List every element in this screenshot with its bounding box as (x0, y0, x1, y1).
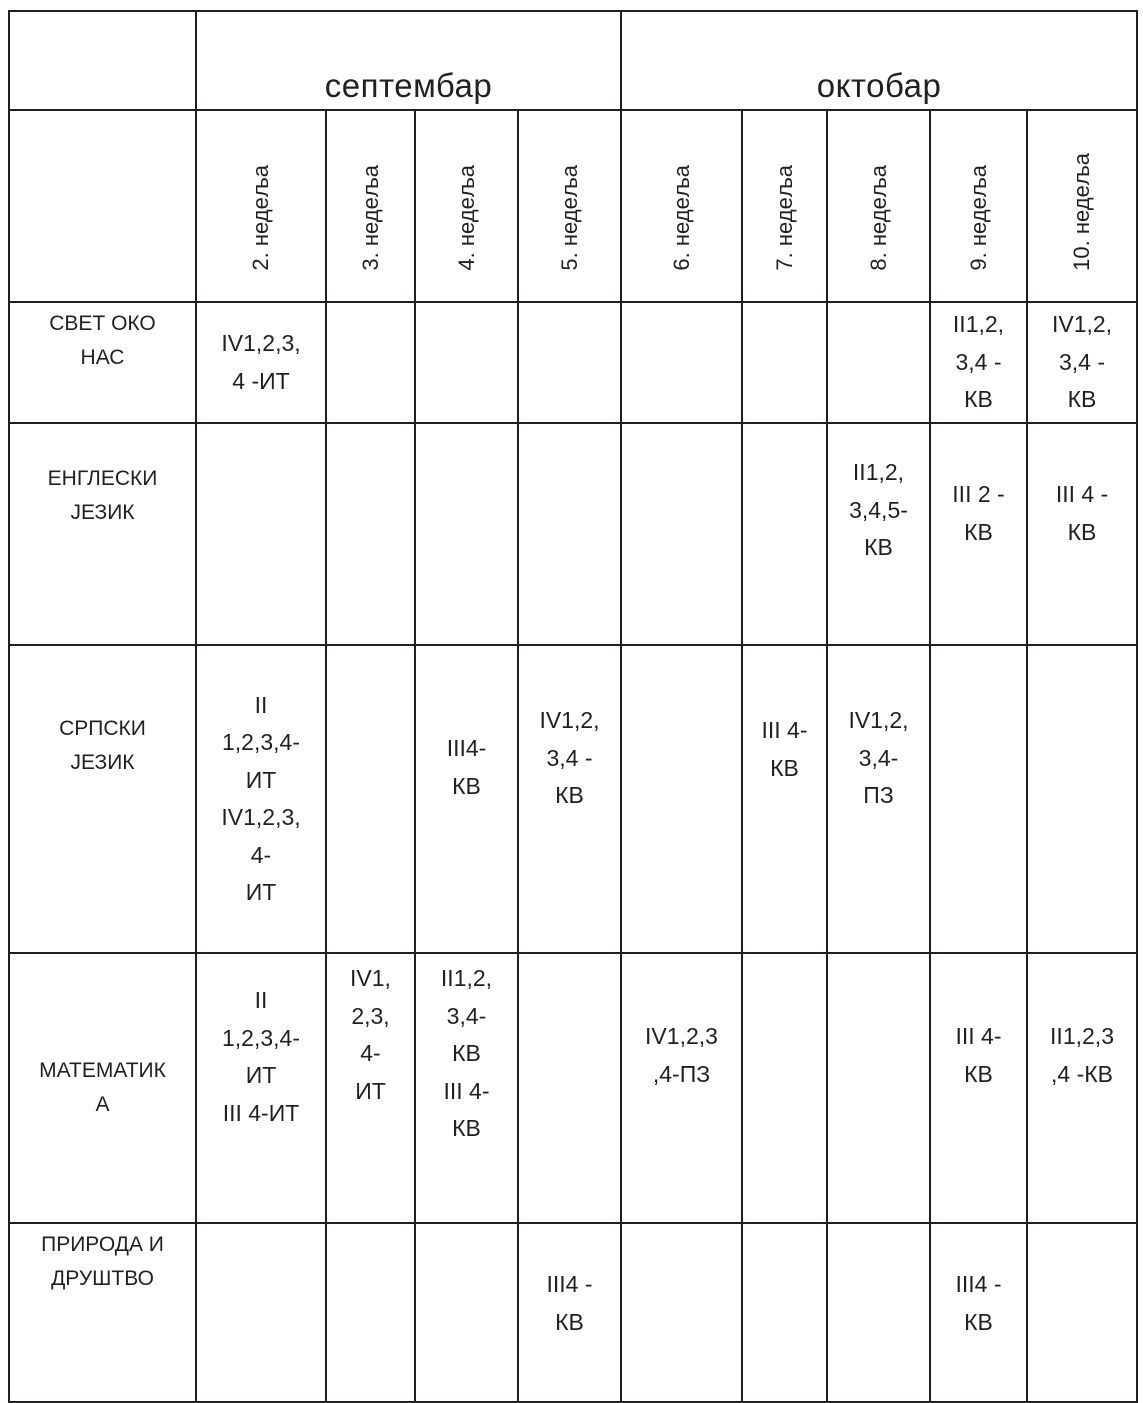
table-cell: II 1,2,3,4- ИТ IV1,2,3, 4- ИТ (196, 645, 326, 953)
table-cell (742, 302, 827, 423)
table-cell (742, 1223, 827, 1402)
week-label: 3. недеља (357, 165, 383, 271)
month-october: октобар (621, 11, 1137, 110)
subject-label: СВЕТ ОКО НАС (9, 302, 196, 423)
table-cell (415, 302, 518, 423)
week-label: 6. недеља (668, 165, 694, 271)
subject-label: ПРИРОДА И ДРУШТВО (9, 1223, 196, 1402)
week-header (196, 110, 326, 302)
subject-label: СРПСКИ ЈЕЗИК (9, 645, 196, 953)
table-cell (827, 302, 930, 423)
table-cell: IV1,2, 3,4 - КВ (518, 645, 621, 953)
table-cell: III 2 - КВ (930, 423, 1027, 645)
week-header (326, 110, 415, 302)
table-row (9, 1223, 1137, 1402)
table-cell: III 4- КВ (930, 953, 1027, 1223)
table-cell: II1,2, 3,4,5- КВ (827, 423, 930, 645)
table-cell (621, 645, 742, 953)
table-row (9, 645, 1137, 953)
table-cell (621, 1223, 742, 1402)
week-header (827, 110, 930, 302)
table-cell: IV1,2, 3,4 - КВ (1027, 302, 1137, 423)
table-cell (196, 423, 326, 645)
table-cell: II1,2, 3,4- КВ III 4- КВ (415, 953, 518, 1223)
month-header-row (9, 11, 1137, 110)
table-cell: III4 - КВ (518, 1223, 621, 1402)
week-label: 4. недеља (453, 165, 479, 271)
test-schedule-table (8, 10, 1138, 1403)
week-header-row (9, 110, 1137, 302)
table-cell (742, 953, 827, 1223)
table-cell (326, 423, 415, 645)
table-cell (827, 1223, 930, 1402)
week-header (742, 110, 827, 302)
table-cell (518, 423, 621, 645)
table-cell: III4- КВ (415, 645, 518, 953)
table-row (9, 302, 1137, 423)
table-cell (518, 302, 621, 423)
table-cell (326, 645, 415, 953)
table-cell (415, 423, 518, 645)
table-cell (742, 423, 827, 645)
table-cell (1027, 1223, 1137, 1402)
table-cell (1027, 645, 1137, 953)
week-header (518, 110, 621, 302)
corner-cell (9, 11, 196, 110)
week-header (1027, 110, 1137, 302)
week-label: 2. недеља (248, 165, 273, 271)
table-cell: III4 - КВ (930, 1223, 1027, 1402)
table-cell: II 1,2,3,4- ИТ III 4-ИТ (196, 953, 326, 1223)
week-header (415, 110, 518, 302)
subject-label: ЕНГЛЕСКИ ЈЕЗИК (9, 423, 196, 645)
table-cell: II1,2, 3,4 - КВ (930, 302, 1027, 423)
table-cell: IV1,2,3, 4 -ИТ (196, 302, 326, 423)
table-cell (415, 1223, 518, 1402)
table-cell (518, 953, 621, 1223)
table-cell (621, 302, 742, 423)
table-cell: III 4 - КВ (1027, 423, 1137, 645)
table-cell: II1,2,3 ,4 -КВ (1027, 953, 1137, 1223)
table-cell (621, 423, 742, 645)
week-label: 9. недеља (965, 165, 991, 271)
week-header (621, 110, 742, 302)
table-cell: IV1, 2,3, 4- ИТ (326, 953, 415, 1223)
week-label: 10. недеља (1069, 153, 1095, 271)
table-cell (930, 645, 1027, 953)
week-label: 5. недеља (556, 165, 582, 271)
table-row (9, 953, 1137, 1223)
table-cell (326, 1223, 415, 1402)
table-cell (827, 953, 930, 1223)
table-cell (196, 1223, 326, 1402)
month-september: септембар (196, 11, 621, 110)
week-header (930, 110, 1027, 302)
subject-label: МАТЕМАТИК А (9, 953, 196, 1223)
corner-cell-2 (9, 110, 196, 302)
table-cell (326, 302, 415, 423)
table-cell: III 4- КВ (742, 645, 827, 953)
week-label: 7. недеља (771, 165, 797, 271)
table-row (9, 423, 1137, 645)
week-label: 8. недеља (865, 165, 891, 271)
table-cell: IV1,2, 3,4- ПЗ (827, 645, 930, 953)
table-cell: IV1,2,3 ,4-ПЗ (621, 953, 742, 1223)
